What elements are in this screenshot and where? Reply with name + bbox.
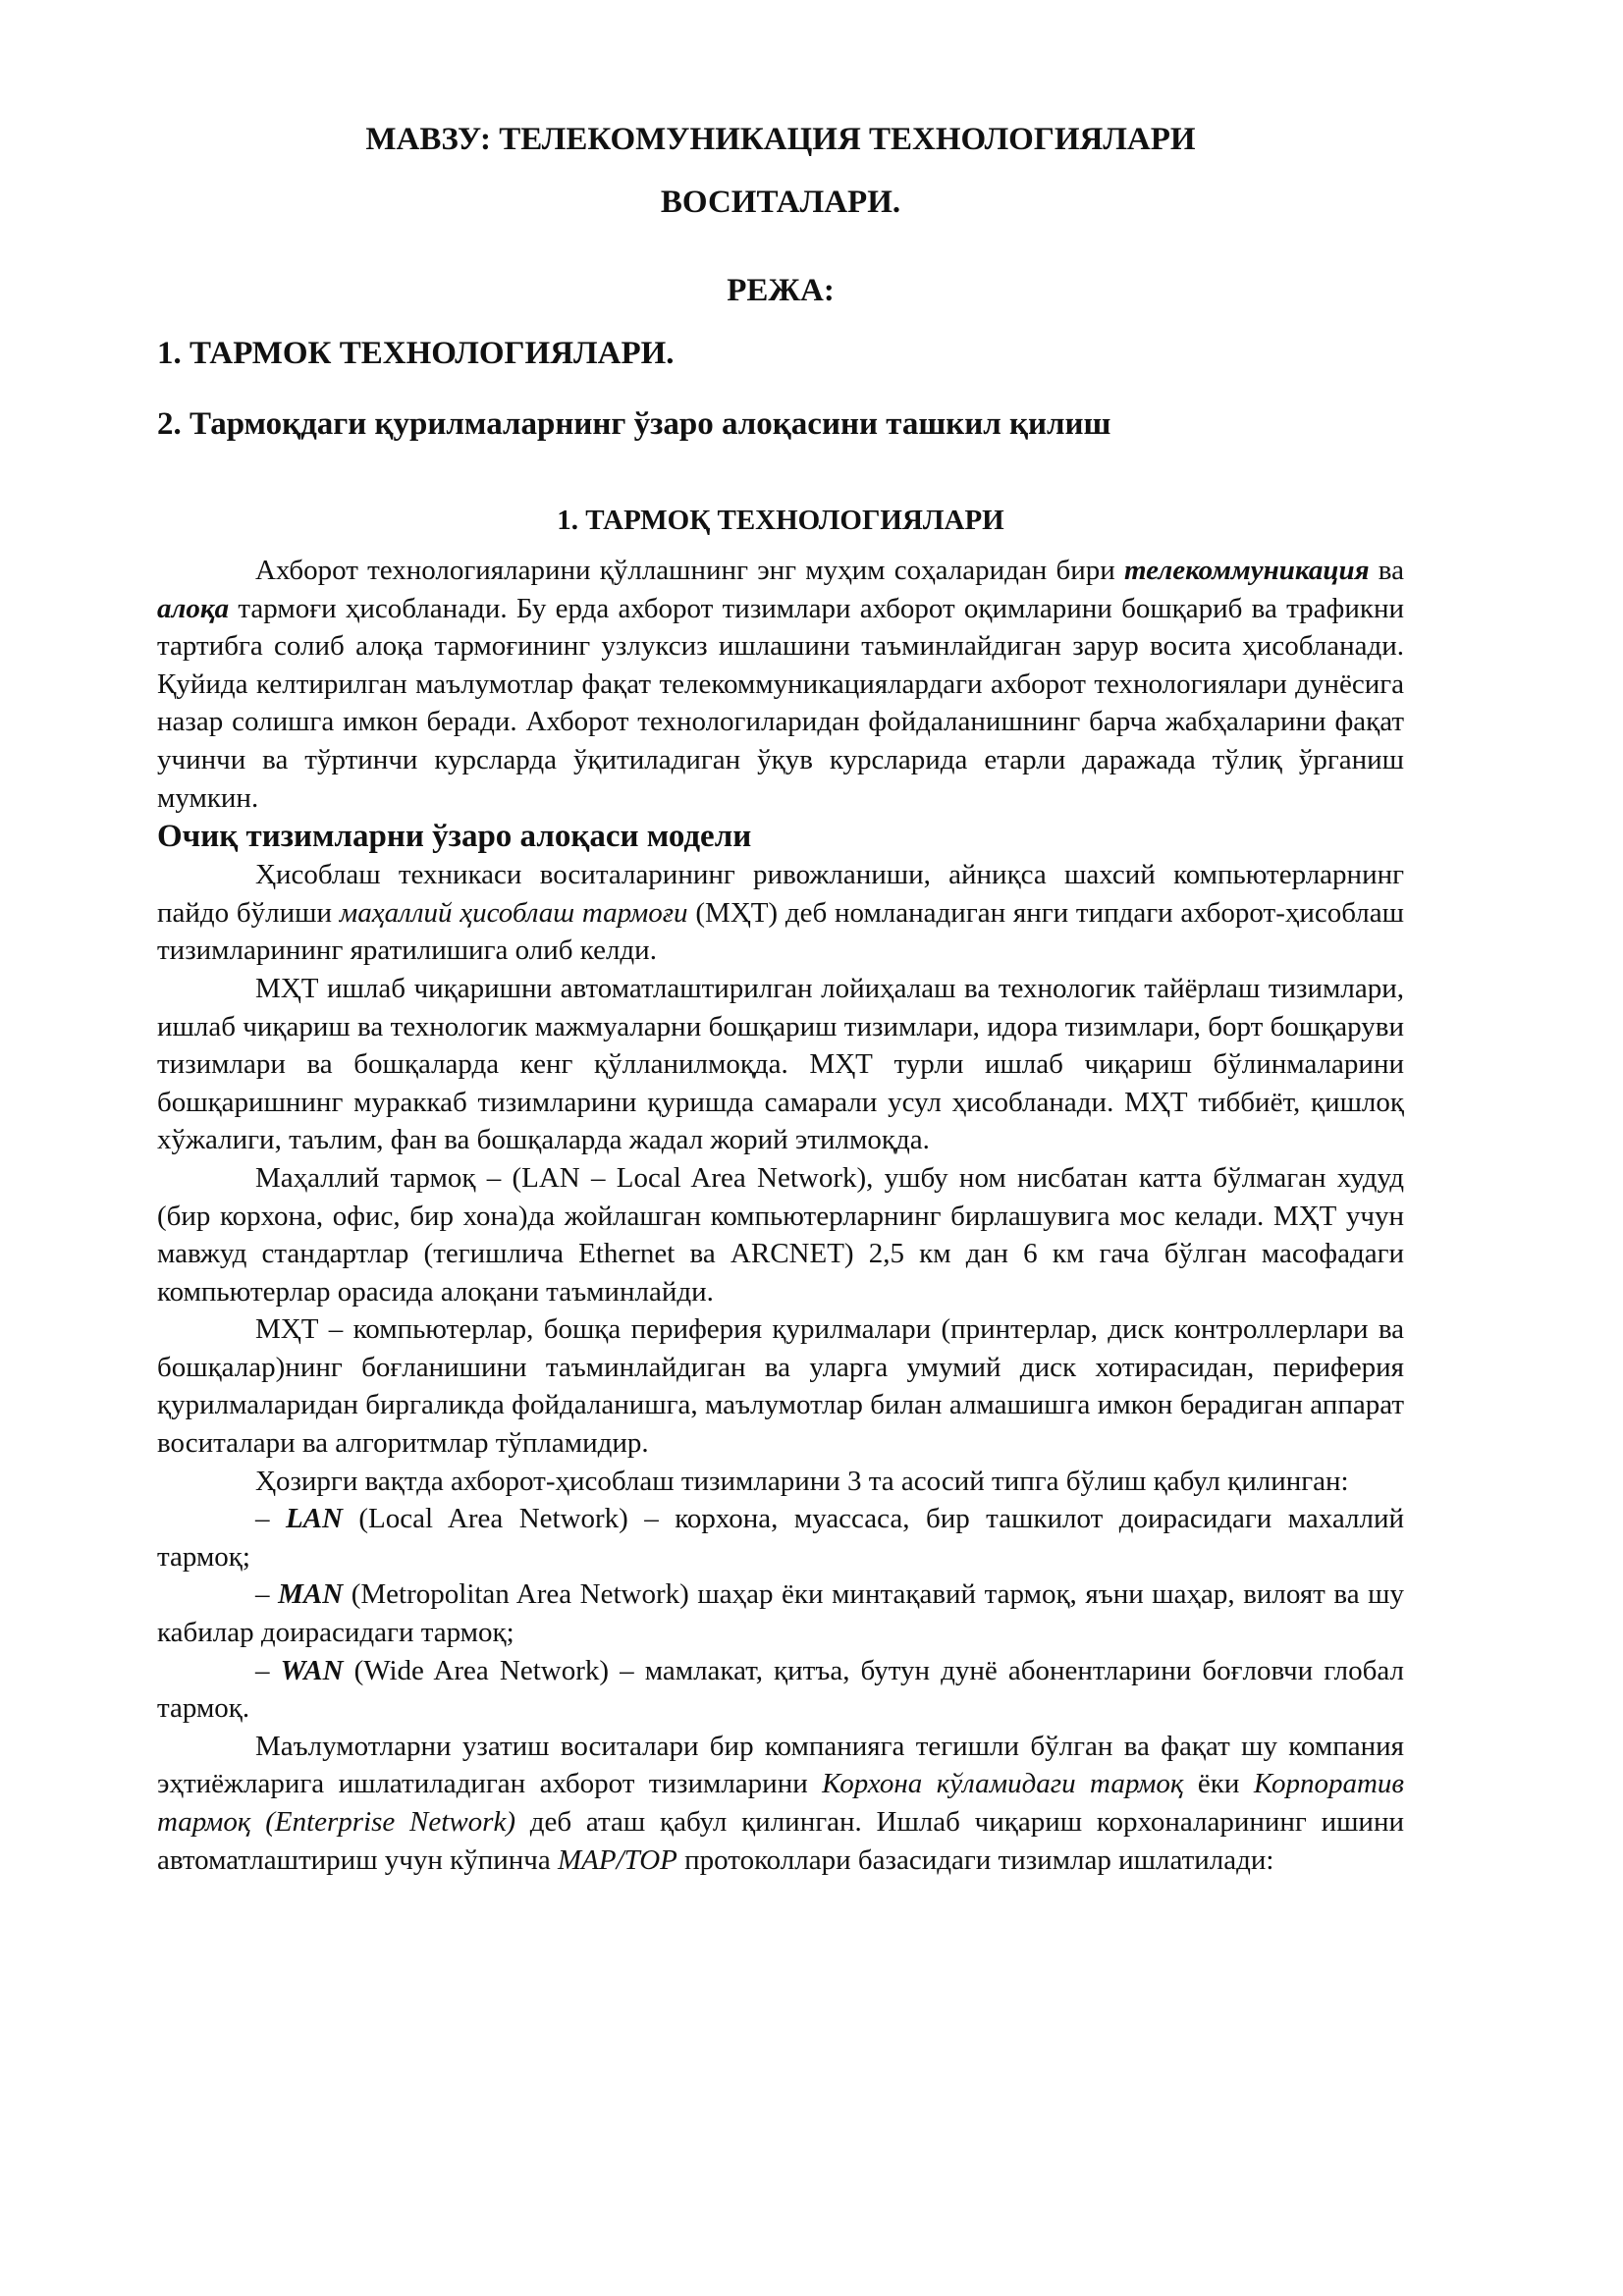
document-title-line1: МАВЗУ: ТЕЛЕКОМУНИКАЦИЯ ТЕХНОЛОГИЯЛАРИ	[365, 122, 1196, 157]
plan-item-2: 2. Тармоқдаги қурилмаларнинг ўзаро алоқасини ташкил қилиш	[157, 406, 1111, 442]
term-corporate-network: Корпоратив тармоқ (Enterprise Network)	[157, 1768, 1405, 1838]
subsection-title: Очиқ тизимларни ўзаро алоқаси модели	[157, 819, 752, 855]
term-telecommunication: телекоммуникация	[1124, 555, 1370, 586]
text-run: (Metropolitan Area Network) шаҳар ёки минтақавий тармоқ, яъни шаҳар, вилоят ва шу кабилар доирасидаги тармоқ;	[157, 1578, 1404, 1649]
section-title: 1. ТАРМОҚ ТЕХНОЛОГИЯЛАРИ	[557, 505, 1004, 536]
text-run: протоколлари базасидаги тизимлар ишлатилади:	[676, 1843, 1274, 1876]
text-run: деб аташ қабул қилинган. Ишлаб чиқариш корхоналарининг ишини автоматлаштириш учун кўпинча	[157, 1806, 1404, 1876]
document-title-line2: ВОСИТАЛАРИ.	[660, 185, 901, 220]
paragraph-1	[157, 552, 1404, 817]
list-dash: –	[255, 1578, 279, 1611]
paragraph-6: Ҳозирги вақтда ахборот-ҳисоблаш тизимларини 3 та асосий типга бўлиш қабул қилинган:	[255, 1465, 1349, 1497]
paragraph-7	[157, 1728, 1404, 1879]
text-run: (Wide Area Network) – мамлакат, қитъа, бутун дунё абонентларини боғловчи глобал тармоқ.	[157, 1654, 1405, 1725]
plan-heading: РЕЖА:	[727, 273, 835, 308]
text-run: Ҳисоблаш техникаси воситаларининг ривожланиши, айниқса шахсий компьютерларнинг пайдо бўлиши	[157, 859, 1404, 929]
text-run: (Local Area Network) – корхона, муассаса, бир ташкилот доирасидаги махаллий тармоқ;	[157, 1503, 1405, 1573]
text-run: ёки	[1183, 1768, 1254, 1800]
paragraph-3: МҲТ ишлаб чиқаришни автоматлаштирилган лойиҳалаш ва технологик тайёрлаш тизимлари, ишлаб чиқариш ва технологик мажмуаларни бошқариш тизимлари, идора тизимлари, борт бошқаруви тизимлари ва бошқаларда кенг қўлланилмоқда. МҲТ турли ишлаб чиқариш бўлинмаларини бошқаришнинг мураккаб тизимларини қуришда самарали усул ҳисобланади. МҲТ тиббиёт, қишлоқ хўжалиги, таълим, фан ва бошқаларда жадал жорий этилмоқда.	[157, 972, 1404, 1156]
text-run: (МҲТ) деб номланадиган янги типдаги ахборот-ҳисоблаш тизимларининг яратилишига олиб келди.	[157, 896, 1404, 967]
text-run: тармоғи ҳисобланади. Бу ерда ахборот тизимлари ахборот оқимларини бошқариб ва трафикни тартибга солиб алоқа тармоғининг узлуксиз ишлашини таъминлайдиган зарур восита ҳисобланади. Қуйида келтирилган маълумотлар фақат телекоммуникациялардаги ахборот технологиялари дунёсига назар солишга имкон беради. Ахборот технологиларидан фойдаланишнинг барча жабҳаларини фақат учинчи ва тўртинчи курсларда ўқитиладиган ўқув курсларида етарли даражада тўлиқ ўрганиш мумкин.	[157, 592, 1404, 814]
paragraph-4: Маҳаллий тармоқ – (LAN – Local Area Network), ушбу ном нисбатан катта бўлмаган худуд (бир корхона, офис, бир хона)да жойлашган компьютерларнинг бирлашувига мос келади. МҲТ учун мавжуд стандартлар (тегишлича Ethernet ва ARCNET) 2,5 км дан 6 км гача бўлган масофадаги компьютерлар орасида алоқани таъминлайди.	[157, 1161, 1404, 1308]
document-page	[157, 108, 1404, 1879]
paragraph-2	[157, 856, 1404, 970]
text-run: Ахборот технологияларини қўллашнинг энг муҳим соҳаларидан бири	[255, 555, 1124, 586]
term-enterprise-scale-network: Корхона кўламидаги тармоқ	[822, 1768, 1184, 1800]
abbr-lan: LAN	[285, 1503, 343, 1535]
text-run: Маълумотларни узатиш воситалари бир компанияга тегишли бўлган ва фақат шу компания эҳтиёжларига ишлатиладиган ахборот тизимларини	[157, 1730, 1404, 1800]
list-item-wan	[157, 1652, 1404, 1728]
list-item-man	[157, 1575, 1404, 1651]
plan-item-1: 1. ТАРМОК ТЕХНОЛОГИЯЛАРИ.	[157, 336, 675, 371]
list-item-lan	[157, 1500, 1404, 1575]
abbr-man: MAN	[278, 1578, 344, 1611]
term-local-network: маҳаллий ҳисоблаш тармоғи	[339, 896, 688, 929]
paragraph-5: МҲТ – компьютерлар, бошқа периферия қурилмалари (принтерлар, диск контроллерлари ва бошқалар)нинг боғланишини таъминлайдиган ва уларга умумий диск хотирасидан, периферия қурилмаларидан биргаликда фойдаланишга, маълумотлар билан алмашишга имкон берадиган аппарат воситалари ва алгоритмлар тўпламидир.	[157, 1313, 1404, 1460]
text-run: ва	[1369, 555, 1404, 586]
term-map-top: MAP/TOP	[557, 1843, 677, 1876]
term-communication: алоқа	[157, 592, 230, 624]
list-dash: –	[255, 1654, 281, 1686]
abbr-wan: WAN	[280, 1654, 344, 1686]
list-dash: –	[255, 1503, 286, 1535]
